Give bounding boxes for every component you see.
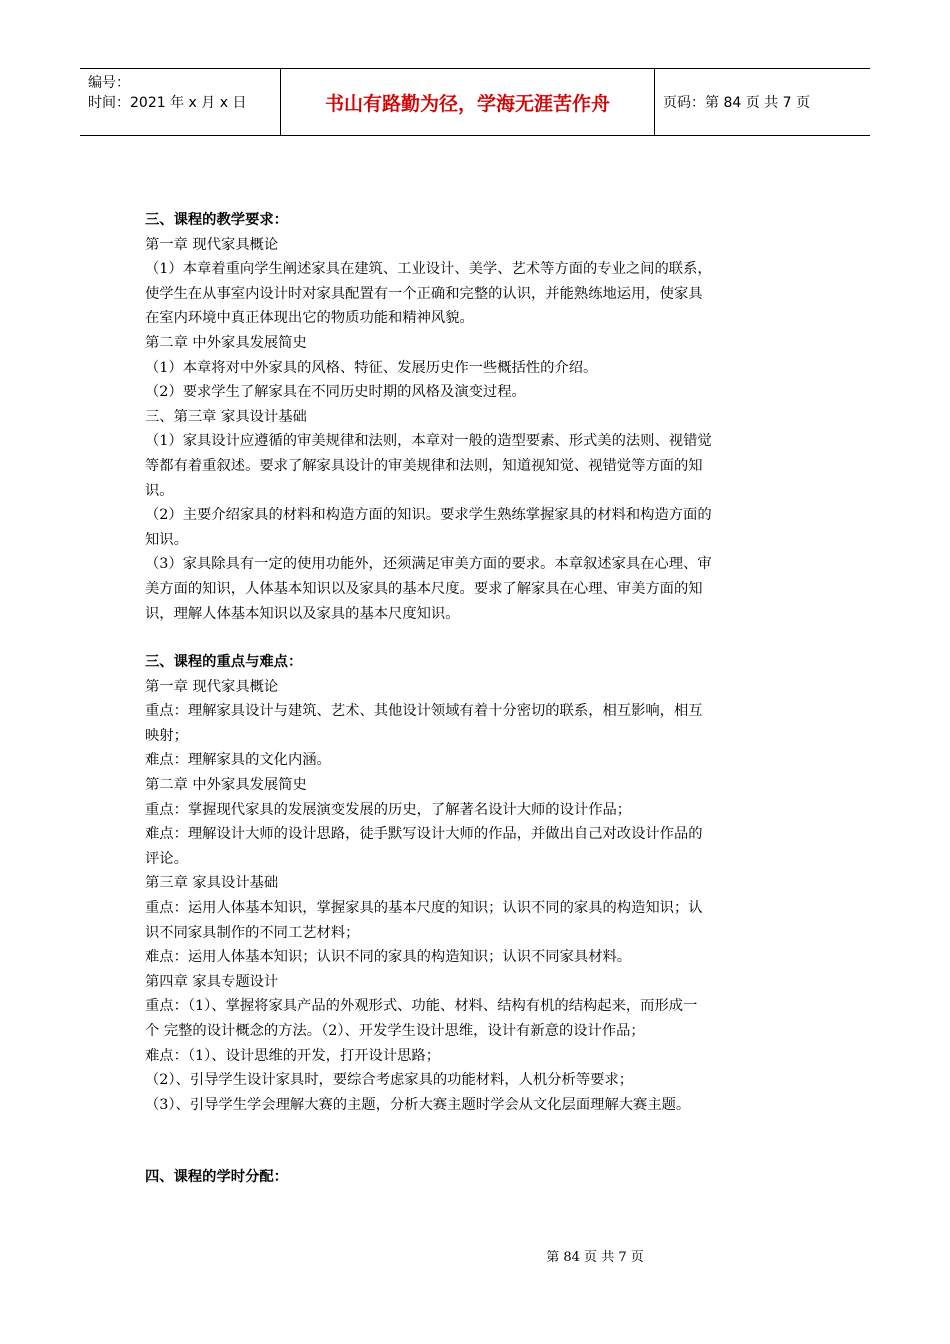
body-line: 知识。 <box>145 531 188 548</box>
body-line: 等都有着重叙述。要求了解家具设计的审美规律和法则，知道视知觉、视错觉等方面的知 <box>145 457 703 474</box>
body-line: 识，理解人体基本知识以及家具的基本尺度知识。 <box>145 605 460 622</box>
document-body <box>145 208 810 1190</box>
body-line: （2）、引导学生设计家具时，要综合考虑家具的功能材料，人机分析等要求； <box>145 1072 634 1089</box>
body-line: 个 完整的设计概念的方法。（2）、开发学生设计思维，设计有新意的设计作品； <box>145 1023 645 1039</box>
body-line: （3）家具除具有一定的使用功能外，还须满足审美方面的要求。本章叙述家具在心理、审 <box>145 556 712 573</box>
document-date-label: 时间：2021 年 x 月 x 日 <box>88 95 247 111</box>
paragraph-gap <box>145 626 810 650</box>
document-number-label: 编号： <box>88 75 130 91</box>
body-line: 评论。 <box>145 850 188 867</box>
body-line: （3）、引导学生学会理解大赛的主题，分析大赛主题时学会从文化层面理解大赛主题。 <box>145 1096 691 1113</box>
footer-page-number: 第 84 页 共 7 页 <box>546 1250 644 1265</box>
chapter-title: 第二章 中外家具发展简史 <box>145 334 307 351</box>
body-line: （2）主要介绍家具的材料和构造方面的知识。要求学生熟练掌握家具的材料和构造方面的 <box>145 507 712 524</box>
chapter-title: 第三章 家具设计基础 <box>145 875 279 892</box>
body-line: 重点：（1）、掌握将家具产品的外观形式、功能、材料、结构有机的结构起来，而形成一 <box>145 998 698 1015</box>
chapter-title: 三、第三章 家具设计基础 <box>145 408 307 425</box>
chapter-title: 第二章 中外家具发展简史 <box>145 777 307 794</box>
body-line: 在室内环境中真正体现出它的物质功能和精神风貌。 <box>145 310 474 327</box>
page-footer <box>0 1246 950 1265</box>
body-line: （1）本章着重向学生阐述家具在建筑、工业设计、美学、艺术等方面的专业之间的联系， <box>145 261 712 278</box>
body-line: 识。 <box>145 482 174 499</box>
body-line: 重点：运用人体基本知识，掌握家具的基本尺度的知识；认识不同的家具的构造知识；认 <box>145 900 703 917</box>
body-line: 重点：掌握现代家具的发展演变发展的历史，了解著名设计大师的设计作品； <box>145 801 632 818</box>
paragraph-gap <box>145 1117 810 1165</box>
header-motto-cell <box>281 69 655 135</box>
header-page-number: 页码：第 84 页 共 7 页 <box>663 95 810 111</box>
body-line: （1）本章将对中外家具的风格、特征、发展历史作一些概括性的介绍。 <box>145 359 598 376</box>
header-motto: 书山有路勤为径，学海无涯苦作舟 <box>324 92 610 115</box>
chapter-title: 第一章 现代家具概论 <box>145 236 279 253</box>
body-line: 难点：（1）、设计思维的开发，打开设计思路； <box>145 1047 441 1064</box>
section-heading-hour-allocation: 四、课程的学时分配： <box>145 1169 288 1186</box>
body-line: 美方面的知识，人体基本知识以及家具的基本尺度。要求了解家具在心理、审美方面的知 <box>145 580 703 597</box>
header-page-cell <box>655 69 870 135</box>
header-meta-cell <box>80 69 281 135</box>
body-line: （1）家具设计应遵循的审美规律和法则，本章对一般的造型要素、形式美的法则、视错觉 <box>145 433 712 450</box>
body-line: （2）要求学生了解家具在不同历史时期的风格及演变过程。 <box>145 384 526 401</box>
body-line: 难点：理解家具的文化内涵。 <box>145 752 331 769</box>
section-heading-key-points: 三、课程的重点与难点： <box>145 654 303 671</box>
body-line: 识不同家具制作的不同工艺材料； <box>145 924 360 941</box>
section-heading-teaching-requirements: 三、课程的教学要求： <box>145 212 288 228</box>
chapter-title: 第四章 家具专题设计 <box>145 973 279 990</box>
body-line: 使学生在从事室内设计时对家具配置有一个正确和完整的认识，并能熟练地运用，使家具 <box>145 285 703 302</box>
body-line: 映射； <box>145 727 188 744</box>
page-header <box>80 68 870 136</box>
body-line: 难点：理解设计大师的设计思路，徒手默写设计大师的作品，并做出自己对改设计作品的 <box>145 826 703 843</box>
body-line: 重点：理解家具设计与建筑、艺术、其他设计领域有着十分密切的联系，相互影响，相互 <box>145 703 703 720</box>
chapter-title: 第一章 现代家具概论 <box>145 678 279 695</box>
body-line: 难点：运用人体基本知识；认识不同的家具的构造知识；认识不同家具材料。 <box>145 949 632 966</box>
